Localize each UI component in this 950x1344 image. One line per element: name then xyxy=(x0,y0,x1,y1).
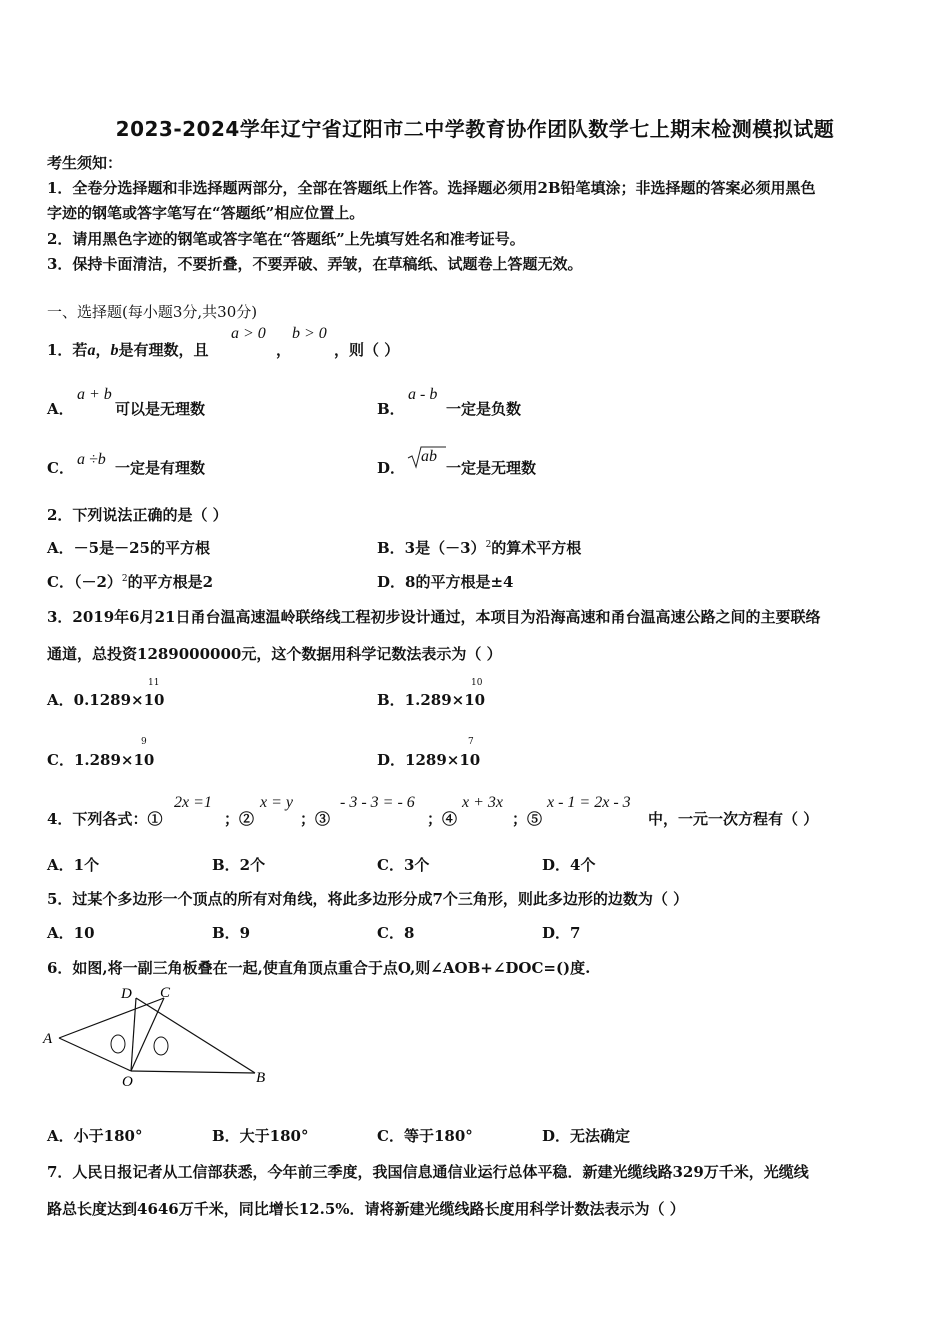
q1-stem-c: ，则（ ） xyxy=(334,341,400,359)
label-b: B xyxy=(256,1070,266,1086)
q4-expr-4: x + 3x xyxy=(462,794,503,811)
q4-expr-2: x = y xyxy=(260,794,293,811)
q1-cond-1: a > 0 xyxy=(231,325,266,342)
q1-var-b: b xyxy=(110,342,119,359)
q1-option-c-label: C． xyxy=(47,459,74,477)
q2-option-b-a: B．3是（－3） xyxy=(377,539,486,557)
q6-stem: 6．如图,将一副三角板叠在一起,使直角顶点重合于点O,则∠AOB+∠DOC=()度. xyxy=(47,959,591,977)
q2-stem: 2．下列说法正确的是（ ） xyxy=(47,506,228,524)
segment-od xyxy=(131,998,136,1071)
q2-option-b-sup: 2 xyxy=(485,540,492,550)
page-title: 2023-2024学年辽宁省辽阳市二中学教育协作团队数学七上期末检测模拟试题 xyxy=(115,117,835,141)
q1-option-d-text: 一定是无理数 xyxy=(446,459,537,477)
label-a: A xyxy=(43,1031,53,1047)
q1-option-c-math: a ÷b xyxy=(77,451,106,468)
q6-option-d: D．无法确定 xyxy=(542,1127,631,1145)
q6-option-c: C．等于180° xyxy=(377,1127,473,1145)
circle-marker-left xyxy=(111,1035,125,1053)
q3-option-c-sup: 9 xyxy=(141,737,147,747)
q2-option-d: D．8的平方根是±4 xyxy=(377,573,514,591)
notice-line-3: 3．保持卡面清洁，不要折叠，不要弄破、弄皱，在草稿纸、试题卷上答题无效。 xyxy=(47,255,583,273)
q4-sep-2: ；③ xyxy=(300,810,331,828)
q2-option-a: A．－5是－25的平方根 xyxy=(47,539,210,557)
segment-ob xyxy=(131,1071,255,1073)
q3-option-b: B．1.289×10 xyxy=(377,691,486,709)
q4-option-d: D．4个 xyxy=(542,856,596,874)
q3-option-a: A．0.1289×10 xyxy=(47,691,165,709)
q7-line-1: 7．人民日报记者从工信部获悉，今年前三季度，我国信息通信业运行总体平稳．新建光缆线路329万千米，光缆线 xyxy=(47,1163,809,1181)
q5-option-d: D．7 xyxy=(542,924,581,942)
q7-line-2: 路总长度达到4646万千米，同比增长12.5%．请将新建光缆线路长度用科学计数法表示为（ ） xyxy=(47,1200,685,1218)
q4-option-a: A．1个 xyxy=(47,856,100,874)
q4-option-c: C．3个 xyxy=(377,856,430,874)
q1-option-a-label: A． xyxy=(47,400,74,418)
q4-expr-1: 2x =1 xyxy=(174,794,212,811)
q5-option-b: B．9 xyxy=(212,924,251,942)
circle-marker-right xyxy=(154,1037,168,1055)
q1-comma-2: ， xyxy=(276,341,292,359)
q2-option-c-a: C．（－2） xyxy=(47,573,122,591)
notice-line-1a: 1．全卷分选择题和非选择题两部分，全部在答题纸上作答。选择题必须用2B铅笔填涂；非选择题的答案必须用黑色 xyxy=(47,179,816,197)
q6-option-a: A．小于180° xyxy=(47,1127,143,1145)
q4-stem-b: 中，一元一次方程有（ ） xyxy=(648,810,819,828)
q1-stem xyxy=(47,339,208,360)
q4-option-b: B．2个 xyxy=(212,856,266,874)
q1-option-b-label: B． xyxy=(377,400,405,418)
q1-option-b-text: 一定是负数 xyxy=(446,400,522,418)
q5-option-a: A．10 xyxy=(47,924,95,942)
q2-option-b-b: 的算术平方根 xyxy=(491,539,582,557)
label-o: O xyxy=(122,1074,133,1090)
label-c: C xyxy=(160,985,171,1001)
q5-option-c: C．8 xyxy=(377,924,415,942)
q3-option-d-sup: 7 xyxy=(468,737,474,747)
q1-option-b-math: a - b xyxy=(408,386,438,403)
q1-option-d-math: ab xyxy=(421,448,437,465)
q1-var-a: a xyxy=(87,342,96,359)
q4-expr-5: x - 1 = 2x - 3 xyxy=(547,794,631,811)
q6-option-b: B．大于180° xyxy=(212,1127,309,1145)
q3-line-2: 通道，总投资1289000000元，这个数据用科学记数法表示为（ ） xyxy=(47,645,502,663)
q1-cond-2: b > 0 xyxy=(292,325,327,342)
notice-heading: 考生须知： xyxy=(47,154,123,172)
notice-line-2: 2．请用黑色字迹的钢笔或答字笔在“答题纸”上先填写姓名和准考证号。 xyxy=(47,230,525,248)
q4-sep-4: ；⑤ xyxy=(512,810,543,828)
segment-ao xyxy=(59,1038,131,1071)
q3-option-c: C．1.289×10 xyxy=(47,751,155,769)
q2-option-c-b: 的平方根是2 xyxy=(127,573,214,591)
q4-expr-3: - 3 - 3 = - 6 xyxy=(340,794,415,811)
q3-option-d: D．1289×10 xyxy=(377,751,481,769)
q1-stem-b: 是有理数，且 xyxy=(118,341,209,359)
q1-option-a-text: 可以是无理数 xyxy=(115,400,206,418)
q4-sep-3: ；④ xyxy=(427,810,458,828)
q1-option-d-label: D． xyxy=(377,459,406,477)
triangle-figure xyxy=(40,982,280,1092)
q4-stem-a: 4．下列各式：① xyxy=(47,810,163,828)
label-d: D xyxy=(121,986,132,1002)
q2-option-b xyxy=(377,537,581,558)
q1-option-a-math: a + b xyxy=(77,386,112,403)
q3-option-a-sup: 11 xyxy=(148,678,160,688)
q1-comma-1: ， xyxy=(95,341,111,359)
section-heading: 一、选择题(每小题3分,共30分) xyxy=(47,303,258,321)
q5-stem: 5．过某个多边形一个顶点的所有对角线，将此多边形分成7个三角形，则此多边形的边数为（ ） xyxy=(47,890,689,908)
q1-stem-a: 1．若 xyxy=(47,341,88,359)
segment-db xyxy=(136,998,255,1073)
q3-option-b-sup: 10 xyxy=(471,678,483,688)
q3-line-1: 3．2019年6月21日甬台温高速温岭联络线工程初步设计通过，本项目为沿海高速和甬台温高速公路之间的主要联络 xyxy=(47,608,821,626)
q1-option-c-text: 一定是有理数 xyxy=(115,459,206,477)
q2-option-c xyxy=(47,571,213,592)
q4-sep-1: ；② xyxy=(224,810,255,828)
q2-option-c-sup: 2 xyxy=(121,574,128,584)
notice-line-1b: 字迹的钢笔或答字笔写在“答题纸”相应位置上。 xyxy=(47,204,365,222)
